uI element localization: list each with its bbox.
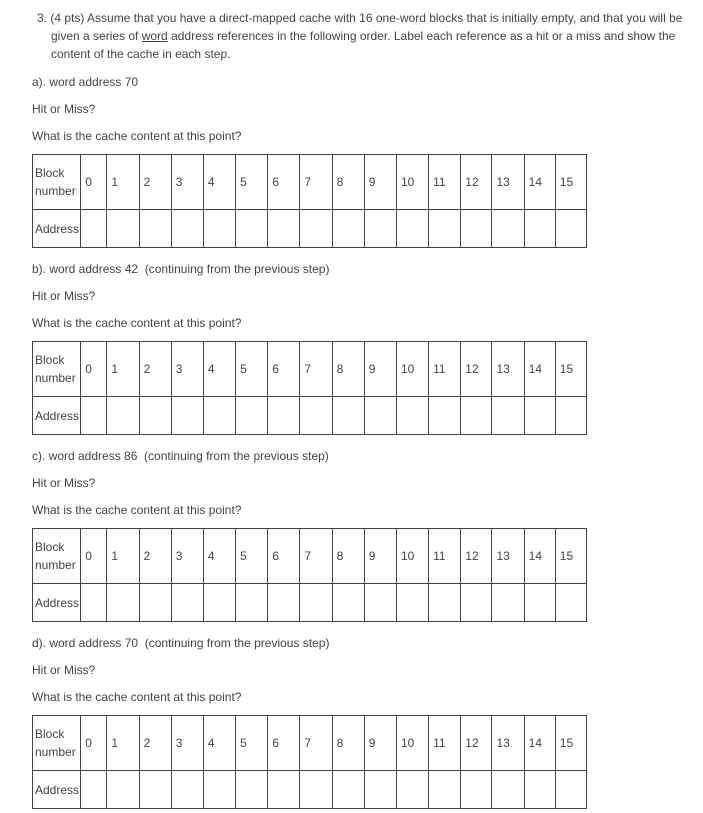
address-cell[interactable] — [171, 397, 203, 435]
hit-or-miss-prompt: Hit or Miss? — [32, 663, 96, 677]
address-cell[interactable] — [429, 771, 461, 809]
block-number-cell: 13 — [492, 529, 524, 584]
cache-table — [32, 341, 587, 435]
block-number-cell: 1 — [107, 155, 139, 210]
address-cell[interactable] — [203, 771, 235, 809]
address-cell[interactable] — [139, 771, 171, 809]
block-number-cell: 15 — [555, 342, 586, 397]
block-number-cell: 12 — [461, 155, 492, 210]
address-row — [33, 771, 587, 809]
address-cell[interactable] — [396, 584, 428, 622]
address-cell[interactable] — [171, 210, 203, 248]
question-text-part-1: 3. (4 pts) Assume that you have a direct-mapped cache with 16 one-word blocks that is initially empty, and that you will be given a series of — [37, 11, 683, 43]
block-number-cell: 8 — [332, 716, 364, 771]
address-cell[interactable] — [332, 584, 364, 622]
address-cell[interactable] — [203, 584, 235, 622]
address-cell[interactable] — [107, 771, 139, 809]
block-number-cell: 4 — [203, 529, 235, 584]
address-cell[interactable] — [461, 584, 492, 622]
block-number-cell: 0 — [81, 529, 107, 584]
cache-table — [32, 154, 587, 248]
block-number-cell: 4 — [203, 716, 235, 771]
block-number-cell: 1 — [107, 529, 139, 584]
block-number-cell: 12 — [461, 716, 492, 771]
address-cell[interactable] — [364, 210, 396, 248]
block-number-cell: 10 — [396, 155, 428, 210]
block-number-row — [33, 716, 587, 771]
address-cell[interactable] — [81, 397, 107, 435]
address-cell[interactable] — [396, 397, 428, 435]
address-cell[interactable] — [139, 397, 171, 435]
address-cell[interactable] — [171, 584, 203, 622]
question-prompt — [37, 9, 689, 63]
block-number-cell: 10 — [396, 716, 428, 771]
block-number-cell: 9 — [364, 529, 396, 584]
block-number-cell: 0 — [81, 716, 107, 771]
block-number-cell: 15 — [555, 155, 586, 210]
address-header: Address — [33, 397, 81, 435]
address-cell[interactable] — [524, 584, 555, 622]
block-number-cell: 5 — [236, 716, 268, 771]
block-number-row — [33, 155, 587, 210]
part-label: a). word address 70 — [32, 75, 139, 89]
address-cell[interactable] — [300, 397, 332, 435]
address-cell[interactable] — [555, 584, 586, 622]
address-cell[interactable] — [139, 584, 171, 622]
part-label: c). word address 86 (continuing from the previous step) — [32, 449, 329, 463]
block-number-cell: 11 — [429, 155, 461, 210]
address-header: Address — [33, 771, 81, 809]
block-number-cell: 11 — [429, 716, 461, 771]
address-cell[interactable] — [555, 771, 586, 809]
address-cell[interactable] — [461, 397, 492, 435]
address-cell[interactable] — [332, 210, 364, 248]
address-cell[interactable] — [81, 210, 107, 248]
cache-content-prompt: What is the cache content at this point? — [32, 316, 242, 330]
block-number-cell: 8 — [332, 155, 364, 210]
address-cell[interactable] — [492, 584, 524, 622]
address-cell[interactable] — [300, 210, 332, 248]
address-cell[interactable] — [107, 397, 139, 435]
address-cell[interactable] — [236, 397, 268, 435]
block-number-row — [33, 342, 587, 397]
address-cell[interactable] — [203, 397, 235, 435]
block-number-cell: 9 — [364, 342, 396, 397]
address-cell[interactable] — [492, 210, 524, 248]
cache-table — [32, 715, 587, 809]
block-number-cell: 5 — [236, 155, 268, 210]
block-number-cell: 2 — [139, 529, 171, 584]
block-number-header: Block number — [33, 155, 81, 210]
address-cell[interactable] — [300, 771, 332, 809]
block-number-cell: 9 — [364, 155, 396, 210]
address-cell[interactable] — [300, 584, 332, 622]
block-number-cell: 3 — [171, 342, 203, 397]
address-cell[interactable] — [332, 397, 364, 435]
address-cell[interactable] — [492, 771, 524, 809]
address-cell[interactable] — [429, 584, 461, 622]
address-cell[interactable] — [396, 771, 428, 809]
address-cell[interactable] — [555, 210, 586, 248]
address-header: Address — [33, 584, 81, 622]
address-cell[interactable] — [236, 771, 268, 809]
block-number-cell: 6 — [268, 529, 300, 584]
block-number-cell: 15 — [555, 529, 586, 584]
block-number-cell: 0 — [81, 342, 107, 397]
part-label: d). word address 70 (continuing from the previous step) — [32, 636, 330, 650]
block-number-cell: 3 — [171, 529, 203, 584]
block-number-cell: 10 — [396, 342, 428, 397]
block-number-cell: 8 — [332, 529, 364, 584]
address-cell[interactable] — [268, 771, 300, 809]
block-number-cell: 5 — [236, 342, 268, 397]
block-number-cell: 14 — [524, 342, 555, 397]
address-cell[interactable] — [461, 210, 492, 248]
question-text — [37, 9, 689, 63]
block-number-cell: 0 — [81, 155, 107, 210]
block-number-cell: 14 — [524, 716, 555, 771]
address-cell[interactable] — [524, 397, 555, 435]
address-cell[interactable] — [429, 397, 461, 435]
block-number-cell: 5 — [236, 529, 268, 584]
address-cell[interactable] — [461, 771, 492, 809]
address-cell[interactable] — [524, 771, 555, 809]
block-number-cell: 2 — [139, 342, 171, 397]
block-number-header: Block number — [33, 716, 81, 771]
address-cell[interactable] — [81, 584, 107, 622]
address-cell[interactable] — [396, 210, 428, 248]
block-number-cell: 15 — [555, 716, 586, 771]
address-cell[interactable] — [203, 210, 235, 248]
block-number-cell: 12 — [461, 342, 492, 397]
address-cell[interactable] — [492, 397, 524, 435]
block-number-cell: 8 — [332, 342, 364, 397]
block-number-cell: 9 — [364, 716, 396, 771]
address-cell[interactable] — [268, 210, 300, 248]
address-cell[interactable] — [555, 397, 586, 435]
block-number-cell: 14 — [524, 529, 555, 584]
block-number-cell: 11 — [429, 529, 461, 584]
address-cell[interactable] — [139, 210, 171, 248]
address-cell[interactable] — [268, 397, 300, 435]
address-row — [33, 210, 587, 248]
address-cell[interactable] — [81, 771, 107, 809]
address-cell[interactable] — [268, 584, 300, 622]
address-cell[interactable] — [171, 771, 203, 809]
address-header: Address — [33, 210, 81, 248]
block-number-cell: 13 — [492, 716, 524, 771]
block-number-header: Block number — [33, 529, 81, 584]
address-cell[interactable] — [364, 771, 396, 809]
block-number-cell: 11 — [429, 342, 461, 397]
block-number-cell: 6 — [268, 716, 300, 771]
address-row — [33, 397, 587, 435]
block-number-cell: 14 — [524, 155, 555, 210]
block-number-cell: 3 — [171, 155, 203, 210]
cache-content-prompt: What is the cache content at this point? — [32, 129, 242, 143]
block-number-cell: 1 — [107, 342, 139, 397]
block-number-cell: 2 — [139, 155, 171, 210]
question-underlined-word: word — [141, 29, 168, 43]
block-number-cell: 7 — [300, 155, 332, 210]
address-row — [33, 584, 587, 622]
block-number-cell: 13 — [492, 342, 524, 397]
block-number-cell: 6 — [268, 342, 300, 397]
block-number-row — [33, 529, 587, 584]
part-label: b). word address 42 (continuing from the previous step) — [32, 262, 330, 276]
hit-or-miss-prompt: Hit or Miss? — [32, 289, 96, 303]
block-number-cell: 6 — [268, 155, 300, 210]
block-number-cell: 7 — [300, 342, 332, 397]
address-cell[interactable] — [332, 771, 364, 809]
address-cell[interactable] — [364, 397, 396, 435]
block-number-cell: 4 — [203, 342, 235, 397]
block-number-cell: 1 — [107, 716, 139, 771]
block-number-cell: 4 — [203, 155, 235, 210]
block-number-cell: 7 — [300, 716, 332, 771]
block-number-cell: 7 — [300, 529, 332, 584]
block-number-cell: 13 — [492, 155, 524, 210]
block-number-cell: 3 — [171, 716, 203, 771]
hit-or-miss-prompt: Hit or Miss? — [32, 476, 96, 490]
address-cell[interactable] — [364, 584, 396, 622]
cache-content-prompt: What is the cache content at this point? — [32, 690, 242, 704]
address-cell[interactable] — [429, 210, 461, 248]
address-cell[interactable] — [524, 210, 555, 248]
cache-content-prompt: What is the cache content at this point? — [32, 503, 242, 517]
block-number-cell: 2 — [139, 716, 171, 771]
address-cell[interactable] — [236, 210, 268, 248]
address-cell[interactable] — [236, 584, 268, 622]
address-cell[interactable] — [107, 210, 139, 248]
question-text-part-2: address references in the following order. Label each reference as a hit or a miss and show the content of the cache in each step. — [51, 29, 676, 61]
block-number-header: Block number — [33, 342, 81, 397]
address-cell[interactable] — [107, 584, 139, 622]
cache-table — [32, 528, 587, 622]
block-number-cell: 10 — [396, 529, 428, 584]
hit-or-miss-prompt: Hit or Miss? — [32, 102, 96, 116]
block-number-cell: 12 — [461, 529, 492, 584]
